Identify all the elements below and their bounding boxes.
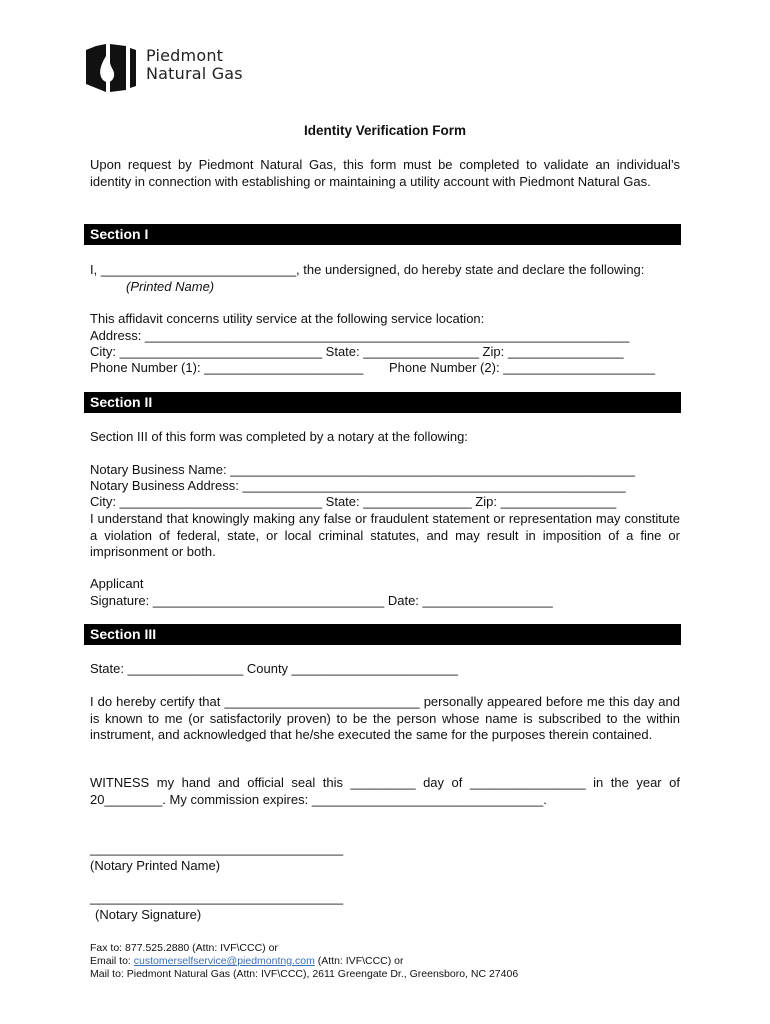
notary-printed-name-rule: ___________________________________	[90, 841, 344, 856]
notary-signature-rule: ___________________________________	[90, 890, 344, 905]
notary-printed-name-caption: (Notary Printed Name)	[90, 858, 221, 873]
company-logo	[82, 44, 272, 92]
flame-logo-icon	[82, 44, 140, 92]
notary-business-address-field: Notary Business Address: _____________________________________________________	[90, 478, 626, 493]
notary-city-state-zip-field: City: ____________________________ State: _______________ Zip: ________________	[90, 494, 617, 509]
logo-line-2: Natural Gas	[146, 64, 243, 83]
city-state-zip-field: City: ____________________________ State: ________________ Zip: ________________	[90, 344, 624, 359]
section-1-header: Section I	[84, 224, 681, 245]
affidavit-line: This affidavit concerns utility service at the following service location:	[90, 311, 485, 326]
footer-fax: Fax to: 877.525.2880 (Attn: IVF\CCC) or	[90, 942, 278, 954]
footer-email-prefix: Email to:	[90, 955, 134, 967]
notary-signature-caption: (Notary Signature)	[95, 907, 202, 922]
applicant-label: Applicant	[90, 576, 144, 591]
false-statement-warning: I understand that knowingly making any false or fraudulent statement or representation may constitute a violation of federal, state, or local criminal statutes, and may result in imposition of a fine or imprisonment or both.	[90, 511, 680, 559]
applicant-signature-date-field: Signature: ________________________________ Date: __________________	[90, 593, 553, 608]
intro-paragraph: Upon request by Piedmont Natural Gas, this form must be completed to validate an individual’s identity in connection with establishing or maintaining a utility account with Piedmont Natural Gas.	[90, 157, 680, 189]
footer-email-line	[90, 955, 404, 968]
phone-number-1-field: Phone Number (1): ______________________	[90, 360, 364, 375]
email-link[interactable]: customerselfservice@piedmontng.com	[133, 955, 315, 967]
footer-email-suffix: (Attn: IVF\CCC) or	[314, 955, 404, 967]
certify-paragraph: I do hereby certify that ___________________________ personally appeared before me this day and is known to me (or satisfactorily proven) to be the person whose name is subscribed to the within instrument, and acknowledged that he/she executed the same for the purposes therein contained.	[90, 694, 680, 742]
notary-intro: Section III of this form was completed by a notary at the following:	[90, 429, 468, 444]
address-field: Address: ___________________________________________________________________	[90, 328, 630, 343]
printed-name-caption: (Printed Name)	[126, 279, 215, 294]
declare-line: I, ___________________________, the undersigned, do hereby state and declare the following:	[90, 262, 645, 277]
logo-line-1: Piedmont	[146, 46, 224, 65]
section-3-header: Section III	[84, 624, 681, 645]
form-title: Identity Verification Form	[303, 123, 467, 138]
footer-mail: Mail to: Piedmont Natural Gas (Attn: IVF\CCC), 2611 Greengate Dr., Greensboro, NC 27406	[90, 968, 519, 980]
notary-business-name-field: Notary Business Name: ________________________________________________________	[90, 462, 636, 477]
section-2-header: Section II	[84, 392, 681, 413]
witness-paragraph: WITNESS my hand and official seal this _________ day of ________________ in the year of 20________. My commission expires: ________________________________.	[90, 775, 680, 807]
state-county-field: State: ________________ County _______________________	[90, 661, 458, 676]
phone-number-2-field: Phone Number (2): _____________________	[389, 360, 655, 375]
